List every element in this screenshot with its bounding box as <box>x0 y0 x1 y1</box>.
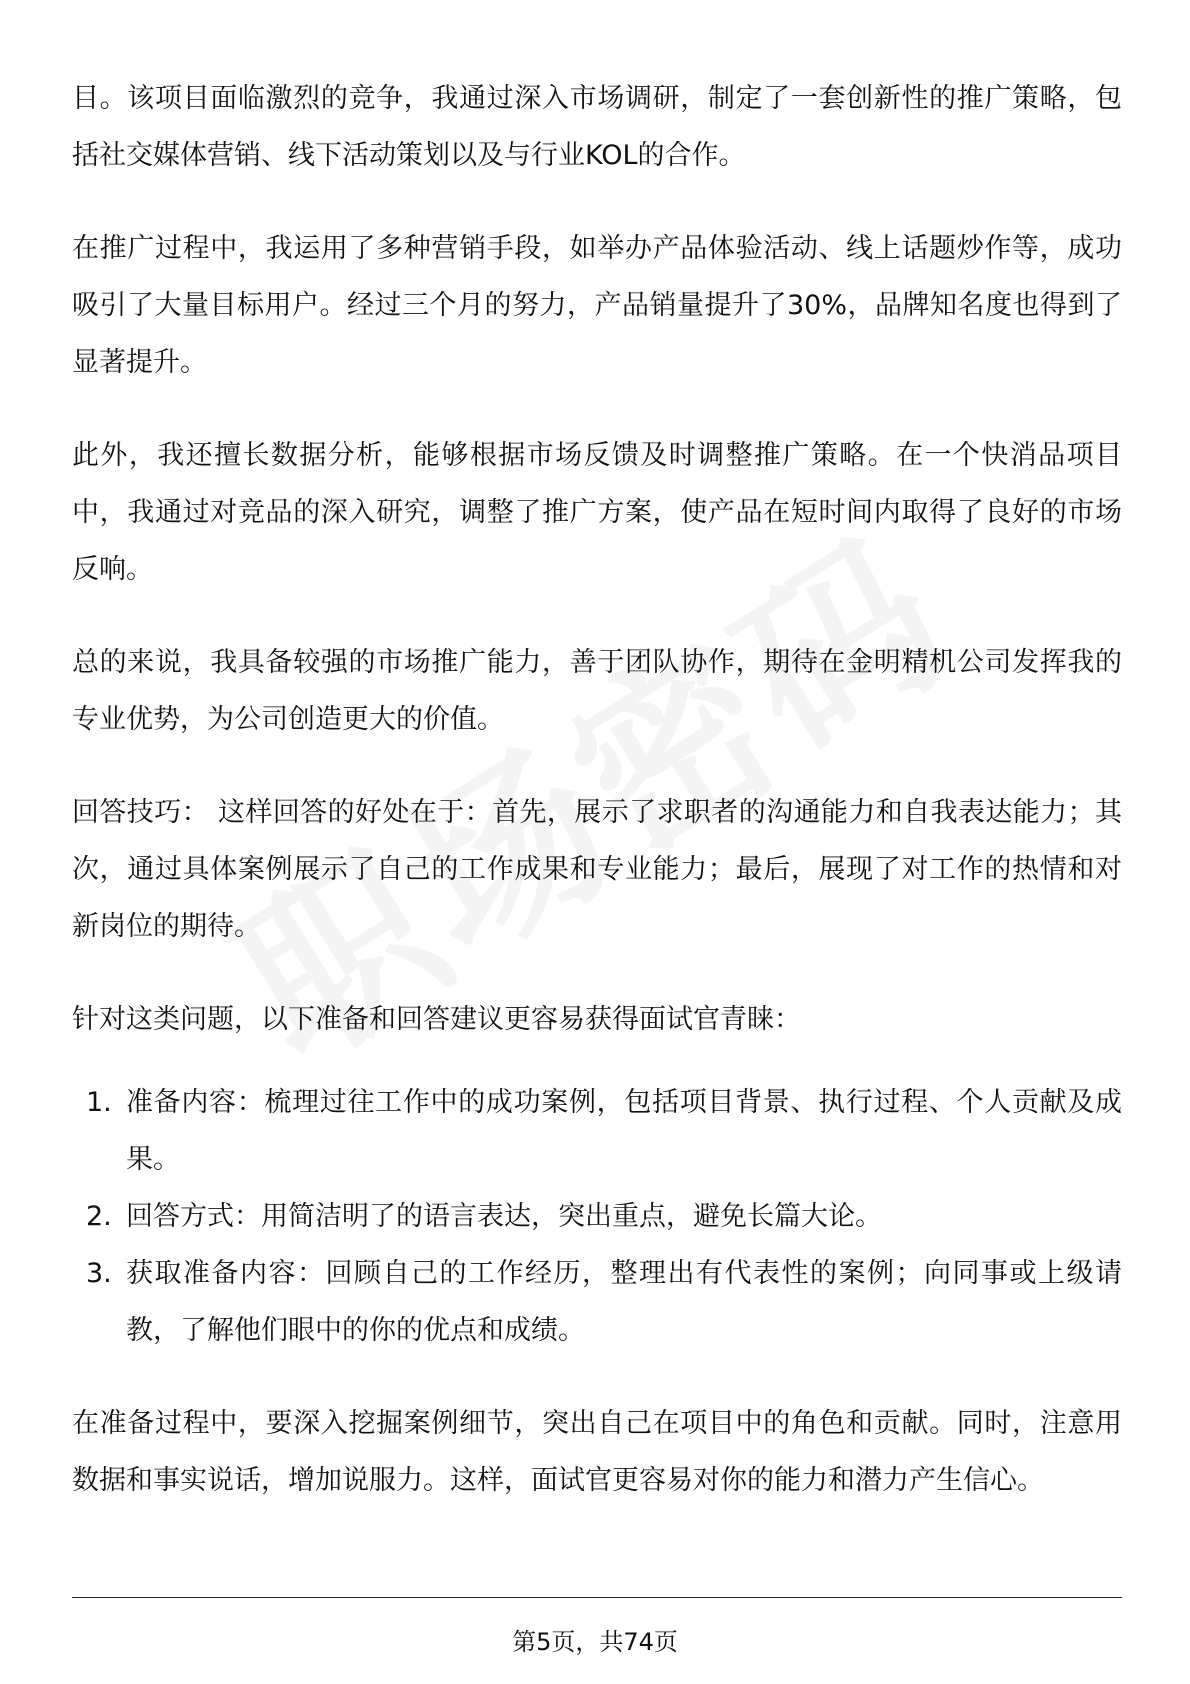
list-text: 获取准备内容：回顾自己的工作经历，整理出有代表性的案例；向同事或上级请教，了解他们眼中的你的优点和成绩。 <box>126 1258 1122 1346</box>
list-item <box>72 1074 1122 1188</box>
paragraph-4: 总的来说，我具备较强的市场推广能力，善于团队协作，期待在金明精机公司发挥我的专业优势，为公司创造更大的价值。 <box>72 647 1122 735</box>
paragraph-2: 在推广过程中，我运用了多种营销手段，如举办产品体验活动、线上话题炒作等，成功吸引了大量目标用户。经过三个月的努力，产品销量提升了30%，品牌知名度也得到了显著提升。 <box>72 233 1122 378</box>
advice-list <box>72 1074 1122 1359</box>
list-number: 3. <box>86 1258 112 1289</box>
answer-tips-paragraph: 回答技巧： 这样回答的好处在于：首先，展示了求职者的沟通能力和自我表达能力；其次，通过具体案例展示了自己的工作成果和专业能力；最后，展现了对工作的热情和对新岗位的期待。 <box>72 797 1122 942</box>
list-number: 2. <box>86 1201 112 1232</box>
list-item <box>72 1245 1122 1359</box>
advice-intro: 针对这类问题，以下准备和回答建议更容易获得面试官青睐： <box>72 1004 801 1035</box>
footer-divider <box>72 1597 1122 1598</box>
document-body <box>72 70 1122 1545</box>
list-item <box>72 1188 1122 1245</box>
list-text: 回答方式：用简洁明了的语言表达，突出重点，避免长篇大论。 <box>126 1201 882 1232</box>
closing-paragraph: 在准备过程中，要深入挖掘案例细节，突出自己在项目中的角色和贡献。同时，注意用数据和事实说话，增加说服力。这样，面试官更容易对你的能力和潜力产生信心。 <box>72 1408 1122 1496</box>
paragraph-3: 此外，我还擅长数据分析，能够根据市场反馈及时调整推广策略。在一个快消品项目中，我通过对竞品的深入研究，调整了推广方案，使产品在短时间内取得了良好的市场反响。 <box>72 440 1122 585</box>
paragraph-1: 目。该项目面临激烈的竞争，我通过深入市场调研，制定了一套创新性的推广策略，包括社交媒体营销、线下活动策划以及与行业KOL的合作。 <box>72 83 1122 171</box>
list-number: 1. <box>86 1087 112 1118</box>
page-number: 第5页，共74页 <box>512 1628 678 1656</box>
list-text: 准备内容：梳理过往工作中的成功案例，包括项目背景、执行过程、个人贡献及成果。 <box>126 1087 1122 1175</box>
